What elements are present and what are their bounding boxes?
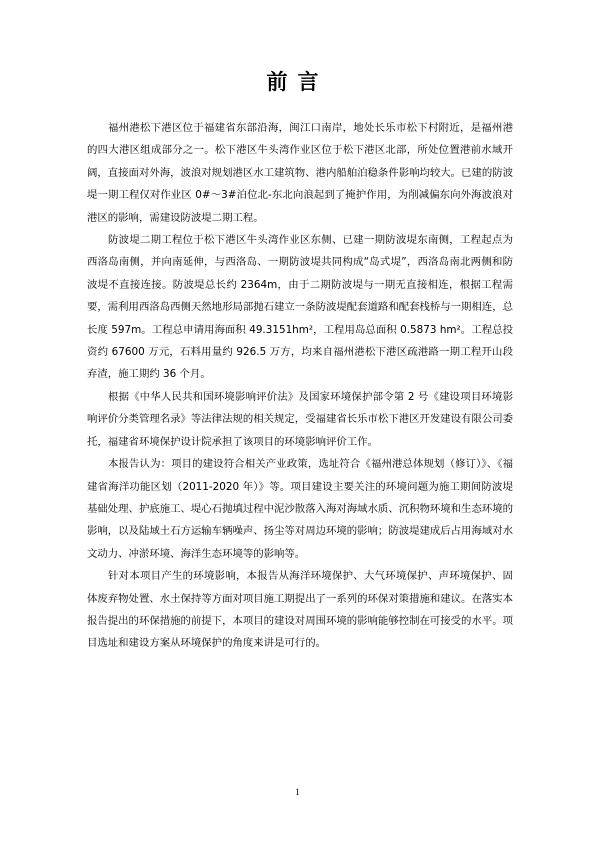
paragraph-conclusion: 针对本项目产生的环境影响，本报告从海洋环境保护、大气环境保护、声环境保护、固体废弃物处置、水土保持等方面对项目施工期提出了一系列的环保对策措施和建议。在落实本报告提出的环保措施的前提下，本项目的建设对周围环境的影响能够控制在可接受的水平。项目选址和建设方案从环境保护的角度来讲是可行的。 — [87, 570, 514, 650]
page-number: 1 — [295, 787, 300, 797]
paragraph-legal-basis: 根据《中华人民共和国环境影响评价法》及国家环境保护部令第 2 号《建设项目环境影响评价分类管理名录》等法律法规的相关规定，受福建省长乐市松下港区开发建设有限公司委托，福建省环境保护设计院承担了该项目的环境影响评价工作。 — [87, 390, 514, 448]
body-text — [87, 117, 513, 655]
paragraph-project-background: 福州港松下港区位于福建省东部沿海，闽江口南岸，地处长乐市松下村附近，是福州港的四大港区组成部分之一。松下港区牛头湾作业区位于松下港区北部，所处位置港前水域开阔，直接面对外海，波浪对规划港区水工建筑物、港内船舶泊稳条件影响均较大。已建的防波堤一期工程仅对作业区 0#～3#泊位北-东北向浪起到了掩护作用，为削减偏东向外海波浪对港区的影响，需建设防波堤二期工程。 — [87, 122, 514, 224]
paragraph-project-overview: 防波堤二期工程位于松下港区牛头湾作业区东侧、已建一期防波堤东南侧，工程起点为西洛岛南侧，并向南延伸，与西洛岛、一期防波堤共同构成“岛式堤”，西洛岛南北两侧和防波堤不直接连接。防波堤总长约 2364m，由于二期防波堤与一期无直接相连，根据工程需要，需利用西洛岛西侧天然地形局部抛石建立一条防波堤配套道路和配套栈桥与一期相连，总长度 597m。工程总申请用海面积 49.3151hm²，工程用岛总面积 0.5873 hm²。工程总投资约 67600 万元，石料用量约 926.5 万方，均来自福州港松下港区疏港路一期工程开山段弃渣，施工期约 36 个月。 — [87, 234, 514, 381]
page-title: 前言 — [266, 70, 329, 94]
paragraph-report-findings: 本报告认为：项目的建设符合相关产业政策，选址符合《福州港总体规划（修订）》、《福建省海洋功能区划（2011-2020 年）》等。项目建设主要关注的环境问题为施工期间防波堤基础处理、护底施工、堤心石抛填过程中泥沙散落入海对海域水质、沉积物环境和生态环境的影响，以及陆域土石方运输车辆噪声、扬尘等对周边环境的影响；防波堤建成后占用海域对水文动力、冲淤环境、海洋生态环境等的影响等。 — [87, 458, 514, 560]
